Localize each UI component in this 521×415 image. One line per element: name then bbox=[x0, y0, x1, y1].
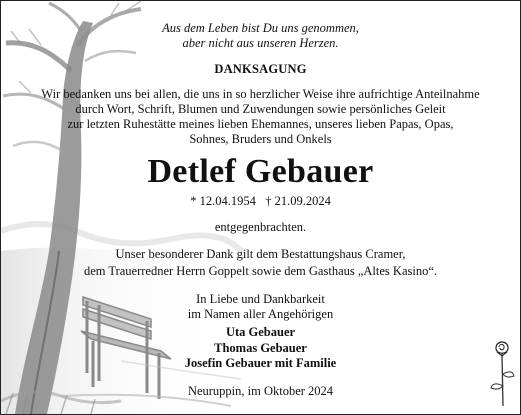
quote-line-2: aber nicht aus unseren Herzen. bbox=[182, 36, 339, 50]
thanks-line-2: durch Wort, Schrift, Blumen und Zuwendungen sowie persönliches Geleit bbox=[75, 102, 446, 116]
special-thanks-line-1: Unser besonderer Dank gilt dem Bestattungshaus Cramer, bbox=[115, 247, 406, 261]
family-member: Josefin Gebauer mit Familie bbox=[184, 356, 337, 370]
family-member: Thomas Gebauer bbox=[214, 341, 307, 355]
notice-text bbox=[1, 1, 520, 414]
thanks-line-3: zur letzten Ruhestätte meines lieben Ehemannes, unseres lieben Papas, Opas, bbox=[67, 117, 454, 131]
place-and-date: Neuruppin, im Oktober 2024 bbox=[187, 384, 334, 398]
heading-danksagung: DANKSAGUNG bbox=[214, 62, 307, 76]
thanks-line-4: Sohnes, Bruders und Onkels bbox=[189, 132, 332, 146]
received-text: entgegenbrachten. bbox=[214, 220, 307, 234]
thanks-line-1: Wir bedanken uns bei allen, die uns in so herzlicher Weise ihre aufrichtige Anteilnahme bbox=[41, 87, 480, 101]
quote-line-1: Aus dem Leben bist Du uns genommen, bbox=[162, 21, 359, 35]
death-date: † 21.09.2024 bbox=[265, 194, 331, 208]
birth-date: * 12.04.1954 bbox=[190, 194, 256, 208]
closing-line-1: In Liebe und Dankbarkeit bbox=[196, 292, 325, 306]
life-dates bbox=[1, 194, 520, 208]
deceased-name: Detlef Gebauer bbox=[147, 153, 374, 190]
special-thanks-line-2: dem Trauerredner Herrn Goppelt sowie dem Gasthaus „Altes Kasino“. bbox=[83, 264, 438, 278]
family-member: Uta Gebauer bbox=[225, 325, 296, 339]
closing-line-2: im Namen aller Angehörigen bbox=[187, 307, 334, 321]
